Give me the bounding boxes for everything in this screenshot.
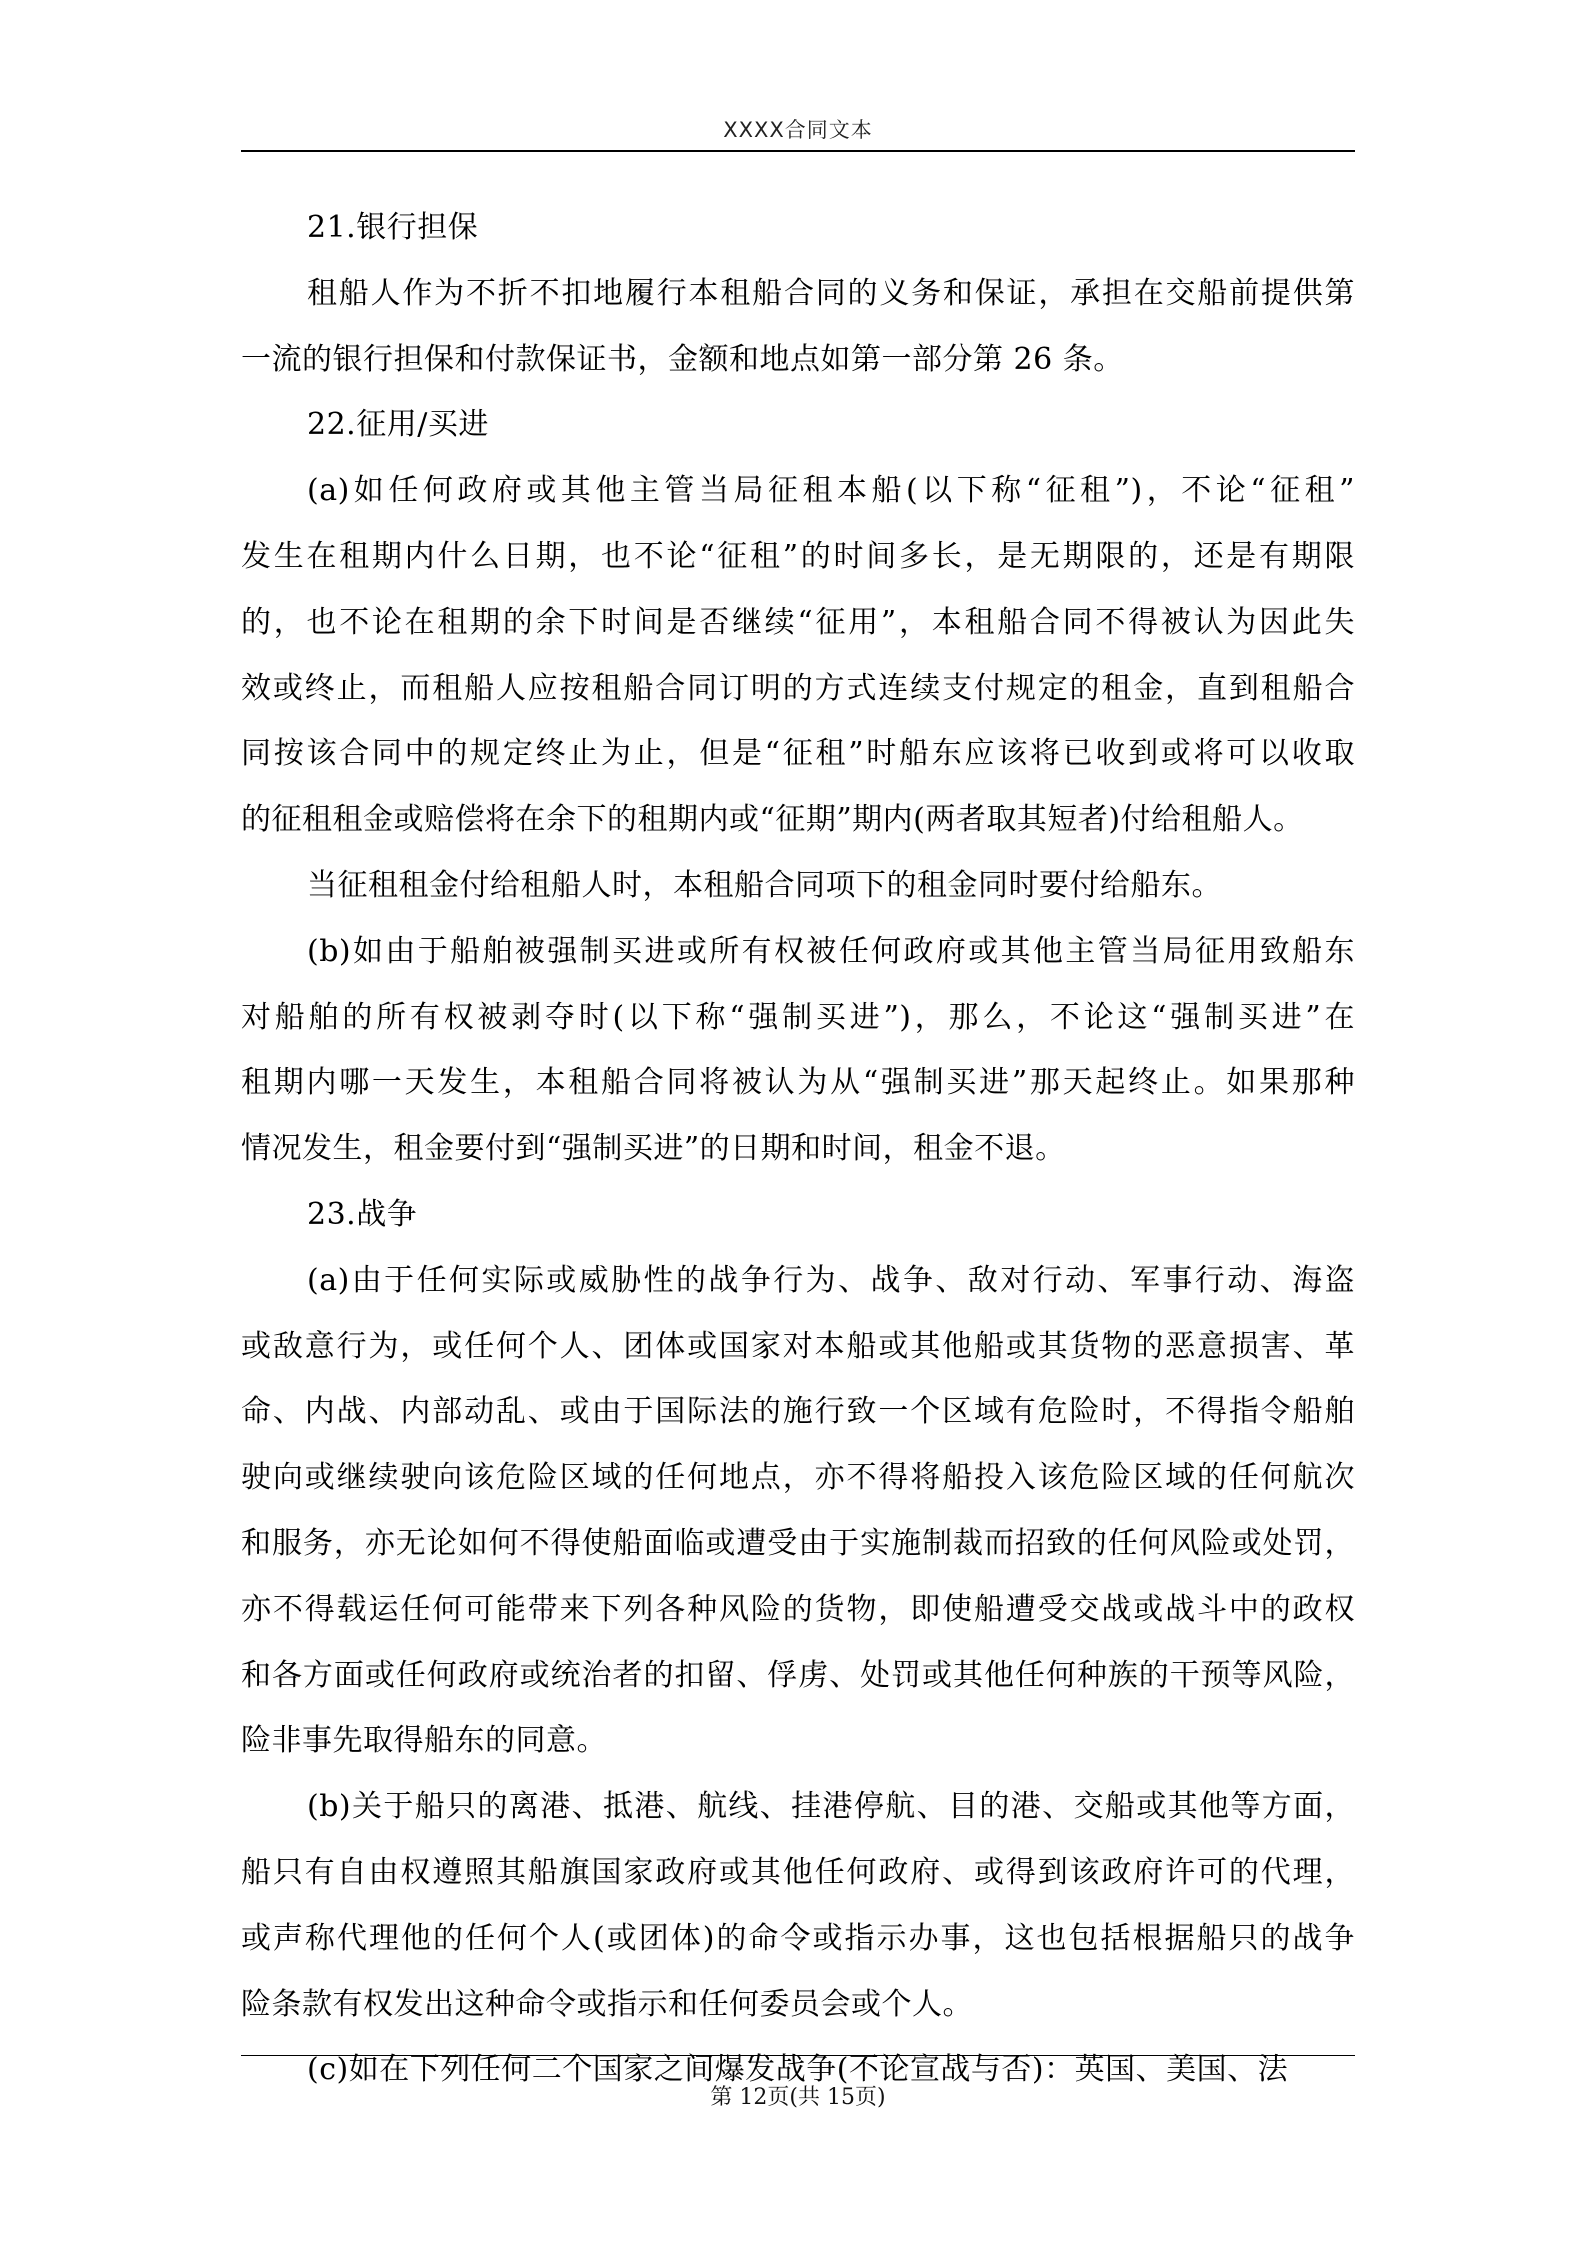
text-line: 23.战争 (307, 1196, 418, 1232)
paragraph-p22-b (241, 919, 1355, 1182)
header-title: XXXX合同文本 (723, 118, 873, 142)
text-line: 亦不得载运任何可能带来下列各种风险的货物，即使船遭受交战或战斗中的政权 (241, 1591, 1355, 1627)
document-body (241, 195, 1355, 2103)
text-line: 同按该合同中的规定终止为止，但是“征租”时船东应该将已收到或将可以收取 (241, 736, 1355, 772)
page-header (241, 110, 1355, 152)
text-line: 22.征用/买进 (307, 407, 489, 443)
paragraph-p23-title (241, 1182, 1355, 1248)
paragraph-p22-a (241, 458, 1355, 853)
text-line: 驶向或继续驶向该危险区域的任何地点，亦不得将船投入该危险区域的任何航次 (241, 1460, 1355, 1496)
text-line: 发生在租期内什么日期，也不论“征租”的时间多长，是无期限的，还是有期限 (241, 538, 1355, 574)
text-line: 或声称代理他的任何个人(或团体)的命令或指示办事，这也包括根据船只的战争 (241, 1920, 1355, 1956)
paragraph-p23-a (241, 1248, 1355, 1774)
text-line: 和各方面或任何政府或统治者的扣留、俘虏、处罚或其他任何种族的干预等风险， (241, 1657, 1355, 1693)
text-line: (c)如在下列任何二个国家之间爆发战争(不论宣战与否)：英国、美国、法 (307, 2052, 1289, 2088)
text-line: (a)由于任何实际或威胁性的战争行为、战争、敌对行动、军事行动、海盗 (307, 1262, 1355, 1298)
text-line: 命、内战、内部动乱、或由于国际法的施行致一个区域有危险时，不得指令船舶 (241, 1394, 1355, 1430)
text-line: 租船人作为不折不扣地履行本租船合同的义务和保证，承担在交船前提供第 (307, 275, 1355, 311)
paragraph-p21-body (241, 261, 1355, 393)
text-line: 效或终止，而租船人应按租船合同订明的方式连续支付规定的租金，直到租船合 (241, 670, 1355, 706)
text-line: (b)关于船只的离港、抵港、航线、挂港停航、目的港、交船或其他等方面， (307, 1789, 1355, 1825)
text-line: 一流的银行担保和付款保证书，金额和地点如第一部分第 26 条。 (241, 341, 1124, 377)
text-line: 对船舶的所有权被剥夺时(以下称“强制买进”)，那么，不论这“强制买进”在 (241, 999, 1355, 1035)
text-line: 或敌意行为，或任何个人、团体或国家对本船或其他船或其货物的恶意损害、革 (241, 1328, 1355, 1364)
text-line: (a)如任何政府或其他主管当局征租本船(以下称“征租”)，不论“征租” (307, 473, 1355, 509)
text-line: 的，也不论在租期的余下时间是否继续“征用”，本租船合同不得被认为因此失 (241, 604, 1355, 640)
paragraph-p23-b (241, 1774, 1355, 2037)
paragraph-p21-title (241, 195, 1355, 261)
text-line: (b)如由于船舶被强制买进或所有权被任何政府或其他主管当局征用致船东 (307, 933, 1355, 969)
text-line: 险条款有权发出这种命令或指示和任何委员会或个人。 (241, 1986, 973, 2022)
page-number: 第 12页(共 15页) (710, 2085, 886, 2110)
text-line: 的征租租金或赔偿将在余下的租期内或“征期”期内(两者取其短者)付给租船人。 (241, 802, 1304, 838)
paragraph-p22-a2 (241, 853, 1355, 919)
text-line: 和服务，亦无论如何不得使船面临或遭受由于实施制裁而招致的任何风险或处罚， (241, 1525, 1355, 1561)
text-line: 当征租租金付给租船人时，本租船合同项下的租金同时要付给船东。 (307, 867, 1222, 903)
text-line: 租期内哪一天发生，本租船合同将被认为从“强制买进”那天起终止。如果那种 (241, 1065, 1355, 1101)
paragraph-p22-title (241, 392, 1355, 458)
page-footer (241, 2055, 1355, 2116)
text-line: 情况发生，租金要付到“强制买进”的日期和时间，租金不退。 (241, 1131, 1066, 1167)
text-line: 21.银行担保 (307, 210, 479, 245)
text-line: 船只有自由权遵照其船旗国家政府或其他任何政府、或得到该政府许可的代理， (241, 1854, 1355, 1890)
text-line: 险非事先取得船东的同意。 (241, 1723, 607, 1759)
